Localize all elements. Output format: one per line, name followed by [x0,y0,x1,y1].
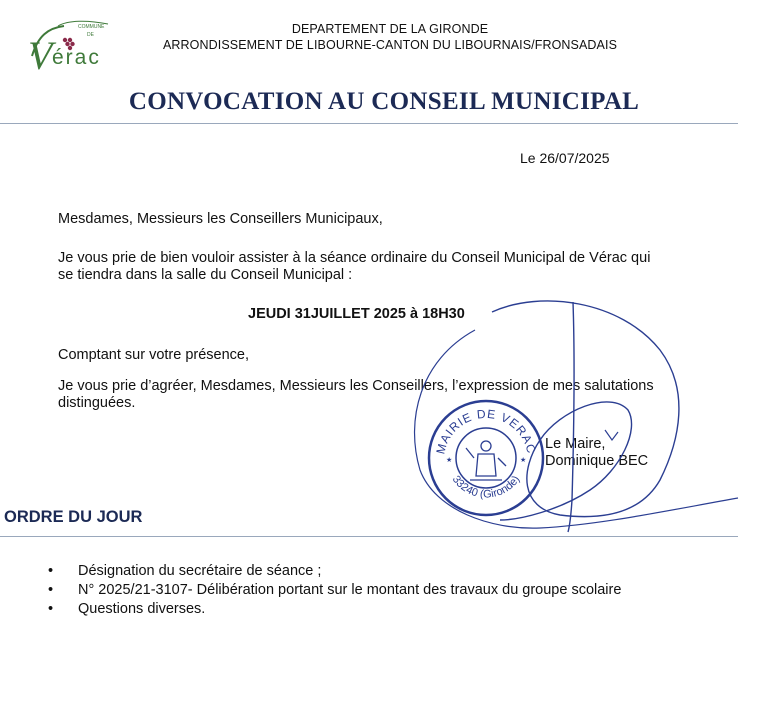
logo-de-label: DE [87,32,94,38]
signature-role: Le Maire, [545,436,606,452]
bullet-icon: • [48,601,54,617]
closing-line-2: distinguées. [58,395,136,411]
stamp-top-text: MAIRIE DE VERAC [433,406,539,456]
svg-text:33240 (Gironde) [450,474,523,501]
salutation: Mesdames, Messieurs les Conseillers Municipaux, [58,211,383,227]
commune-logo [28,16,118,78]
logo-commune-label: COMMUNE [78,24,105,30]
stamp-bottom-text: 33240 (Gironde) [449,473,523,501]
list-item [48,562,621,581]
signature-name: Dominique BEC [545,453,649,469]
agenda-item-3: Questions diverses. [78,601,206,617]
svg-text:★: ★ [520,457,527,464]
list-item [48,600,621,619]
closing-line-1: Je vous prie d’agréer, Mesdames, Messieurs les Conseillers, l’expression de mes salutations [58,378,654,394]
agenda-item-1: Désignation du secrétaire de séance ; [78,563,322,579]
bullet-icon: • [48,582,54,598]
header-department: DEPARTEMENT DE LA GIRONDE [291,22,489,36]
mairie-stamp [426,398,546,518]
presence-text: Comptant sur votre présence, [58,347,250,363]
bullet-icon: • [48,563,54,579]
logo-name: érac [52,46,101,69]
ordre-du-jour-heading: ORDRE DU JOUR [4,508,143,526]
logo-v-letter: V [28,33,53,78]
agenda-item-2: N° 2025/21-3107- Délibération portant sur le montant des travaux du groupe scolaire [78,582,622,598]
stamp-emblem-icon [466,441,506,480]
letter-date: Le 26/07/2025 [520,150,610,166]
invitation-line-2: se tiendra dans la salle du Conseil Municipal : [58,267,353,283]
list-item [48,581,621,600]
header-arrondissement: ARRONDISSEMENT DE LIBOURNE-CANTON DU LIBOURNAIS/FRONSADAIS [162,38,618,52]
invitation-line-1: Je vous prie de bien vouloir assister à la séance ordinaire du Conseil Municipal de Vérac qui [58,250,651,266]
meeting-datetime: JEUDI 31JUILLET 2025 à 18H30 [248,306,465,322]
svg-text:★: ★ [446,457,453,464]
page-title: CONVOCATION AU CONSEIL MUNICIPAL [128,88,640,115]
title-divider [0,123,738,124]
agenda-list [48,562,621,619]
ordre-divider [0,536,738,537]
